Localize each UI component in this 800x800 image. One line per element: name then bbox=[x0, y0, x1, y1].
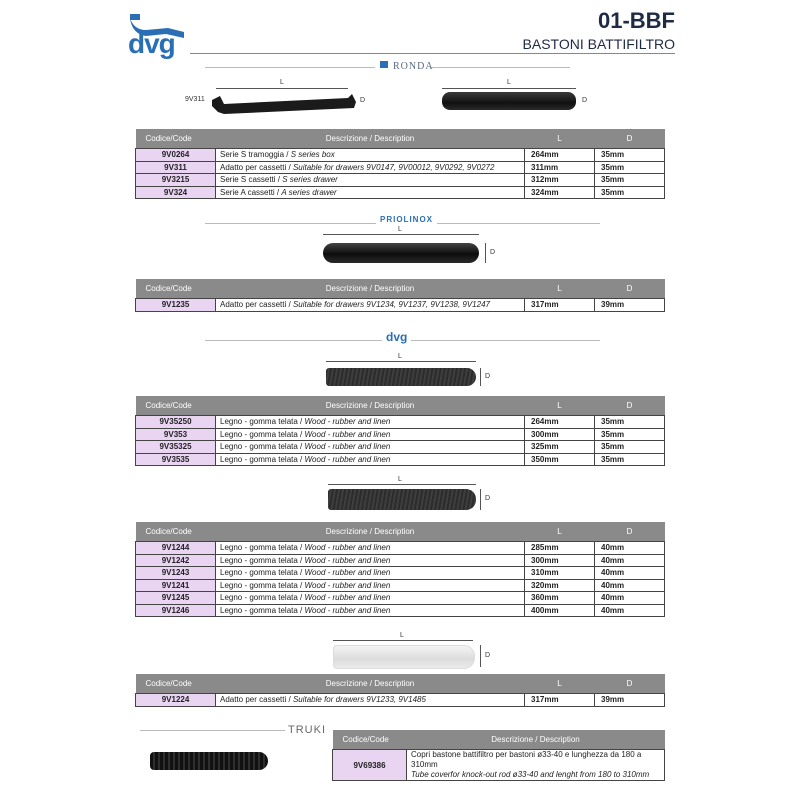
col-header-length: L bbox=[525, 129, 595, 149]
section-divider bbox=[430, 67, 570, 68]
product-length: 320mm bbox=[525, 579, 595, 592]
product-code: 9V1246 bbox=[136, 604, 216, 617]
col-header-length: L bbox=[525, 396, 595, 416]
table-row bbox=[136, 567, 665, 580]
dvg35-table bbox=[135, 396, 665, 466]
col-header-description: Descrizione / Description bbox=[407, 730, 665, 750]
product-length: 300mm bbox=[525, 428, 595, 441]
product-diameter: 40mm bbox=[595, 604, 665, 617]
product-description: Legno - gomma telata / Wood - rubber and linen bbox=[216, 441, 525, 454]
product-code: 9V324 bbox=[136, 186, 216, 199]
product-diameter: 40mm bbox=[595, 592, 665, 605]
product-description: Legno - gomma telata / Wood - rubber and linen bbox=[216, 428, 525, 441]
table-row bbox=[333, 750, 665, 781]
product-length: 325mm bbox=[525, 441, 595, 454]
product-description: Legno - gomma telata / Wood - rubber and linen bbox=[216, 579, 525, 592]
product-diameter: 39mm bbox=[595, 299, 665, 312]
product-description: Legno - gomma telata / Wood - rubber and linen bbox=[216, 416, 525, 429]
table-row bbox=[136, 592, 665, 605]
product-description: Serie A cassetti / A series drawer bbox=[216, 186, 525, 199]
product-description: Legno - gomma telata / Wood - rubber and linen bbox=[216, 592, 525, 605]
col-header-diameter: D bbox=[595, 674, 665, 694]
truki-rod-cover bbox=[150, 752, 268, 770]
ronda-rod-plain bbox=[442, 92, 576, 110]
product-diameter: 35mm bbox=[595, 174, 665, 187]
dvg-rubber-rod-40 bbox=[328, 489, 476, 510]
dimension-line-d bbox=[480, 489, 481, 510]
ronda-brand: RONDA bbox=[393, 61, 434, 72]
dimension-label-d: D bbox=[360, 97, 366, 104]
product-description: Serie S tramoggia / S series box bbox=[216, 149, 525, 162]
dimension-label-d: D bbox=[582, 97, 588, 104]
dimension-label-l: L bbox=[398, 476, 402, 483]
product-code: 9V353 bbox=[136, 428, 216, 441]
page-code: 01-BBF bbox=[597, 8, 675, 33]
product-description: Adatto per cassetti / Suitable for drawers 9V1234, 9V1237, 9V1238, 9V1247 bbox=[216, 299, 525, 312]
table-row bbox=[136, 416, 665, 429]
col-header-code: Codice/Code bbox=[333, 730, 407, 750]
product-length: 300mm bbox=[525, 554, 595, 567]
dimension-line-l bbox=[333, 640, 473, 641]
col-header-length: L bbox=[525, 522, 595, 542]
product-code: 9V1242 bbox=[136, 554, 216, 567]
col-header-code: Codice/Code bbox=[136, 522, 216, 542]
header-divider bbox=[190, 53, 675, 54]
product-diameter: 40mm bbox=[595, 567, 665, 580]
col-header-diameter: D bbox=[595, 522, 665, 542]
col-header-length: L bbox=[525, 279, 595, 299]
dvg-rubber-rod-35 bbox=[326, 368, 476, 386]
product-diameter: 40mm bbox=[595, 554, 665, 567]
product-diameter: 35mm bbox=[595, 453, 665, 466]
table-row bbox=[136, 453, 665, 466]
table-row bbox=[136, 428, 665, 441]
product-length: 285mm bbox=[525, 542, 595, 555]
product-description: Legno - gomma telata / Wood - rubber and linen bbox=[216, 542, 525, 555]
dimension-line-l bbox=[328, 484, 476, 485]
dimension-line-d bbox=[480, 645, 481, 667]
product-code: 9V311 bbox=[136, 161, 216, 174]
col-header-diameter: D bbox=[595, 129, 665, 149]
col-header-code: Codice/Code bbox=[136, 396, 216, 416]
table-row bbox=[136, 186, 665, 199]
dimension-label-d: D bbox=[490, 249, 496, 256]
priolinox-table bbox=[135, 279, 665, 312]
section-divider bbox=[140, 730, 285, 731]
dimension-line-l bbox=[442, 88, 576, 89]
product-code: 9V1235 bbox=[136, 299, 216, 312]
product-description: Legno - gomma telata / Wood - rubber and linen bbox=[216, 604, 525, 617]
product-length: 317mm bbox=[525, 299, 595, 312]
product-code: 9V3535 bbox=[136, 453, 216, 466]
product-length: 350mm bbox=[525, 453, 595, 466]
dimension-line-l bbox=[326, 361, 476, 362]
truki-brand: TRUKI bbox=[288, 724, 326, 736]
product-description: Legno - gomma telata / Wood - rubber and linen bbox=[216, 554, 525, 567]
priolinox-brand: PRIOLINOX bbox=[376, 215, 437, 224]
dimension-line-l bbox=[216, 88, 348, 89]
col-header-description: Descrizione / Description bbox=[216, 396, 525, 416]
ronda-table bbox=[135, 129, 665, 199]
product-code: 9V69386 bbox=[333, 750, 407, 781]
product-length: 264mm bbox=[525, 149, 595, 162]
ronda-logo-icon bbox=[380, 61, 388, 68]
dimension-line-l bbox=[323, 234, 479, 235]
table-row bbox=[136, 174, 665, 187]
priolinox-rod bbox=[323, 243, 479, 263]
col-header-code: Codice/Code bbox=[136, 279, 216, 299]
col-header-description: Descrizione / Description bbox=[216, 674, 525, 694]
white-rod bbox=[333, 645, 475, 669]
dimension-label-l: L bbox=[398, 353, 402, 360]
product-length: 312mm bbox=[525, 174, 595, 187]
dimension-label-l: L bbox=[507, 79, 511, 86]
table-row bbox=[136, 554, 665, 567]
page-subtitle: BASTONI BATTIFILTRO bbox=[522, 36, 675, 52]
product-diameter: 35mm bbox=[595, 149, 665, 162]
col-header-code: Codice/Code bbox=[136, 129, 216, 149]
part-label: 9V311 bbox=[185, 96, 205, 103]
col-header-description: Descrizione / Description bbox=[216, 129, 525, 149]
col-header-length: L bbox=[525, 674, 595, 694]
product-description: Legno - gomma telata / Wood - rubber and linen bbox=[216, 567, 525, 580]
product-diameter: 40mm bbox=[595, 579, 665, 592]
product-code: 9V1243 bbox=[136, 567, 216, 580]
product-length: 324mm bbox=[525, 186, 595, 199]
product-diameter: 35mm bbox=[595, 161, 665, 174]
white-rod-table bbox=[135, 674, 665, 707]
product-diameter: 40mm bbox=[595, 542, 665, 555]
truki-table bbox=[332, 730, 665, 781]
dimension-label-l: L bbox=[398, 226, 402, 233]
product-length: 360mm bbox=[525, 592, 595, 605]
product-code: 9V1245 bbox=[136, 592, 216, 605]
product-code: 9V1244 bbox=[136, 542, 216, 555]
product-diameter: 35mm bbox=[595, 441, 665, 454]
dvg-brand: dvg bbox=[382, 330, 411, 344]
table-row bbox=[136, 149, 665, 162]
product-code: 9V35250 bbox=[136, 416, 216, 429]
col-header-description: Descrizione / Description bbox=[216, 522, 525, 542]
product-description: Copri bastone battifiltro per bastoni ø33-40 e lunghezza da 180 a 310mm Tube coverfor knock-out rod ø33-40 and lenght from 180 to 310mm bbox=[407, 750, 665, 781]
product-length: 311mm bbox=[525, 161, 595, 174]
table-row bbox=[136, 694, 665, 707]
product-description: Serie S cassetti / S series drawer bbox=[216, 174, 525, 187]
table-row bbox=[136, 604, 665, 617]
table-row bbox=[136, 299, 665, 312]
dimension-label-l: L bbox=[280, 79, 284, 86]
product-diameter: 35mm bbox=[595, 428, 665, 441]
dimension-label-l: L bbox=[400, 632, 404, 639]
product-diameter: 39mm bbox=[595, 694, 665, 707]
product-diameter: 35mm bbox=[595, 416, 665, 429]
dimension-label-d: D bbox=[485, 373, 491, 380]
table-row bbox=[136, 161, 665, 174]
col-header-diameter: D bbox=[595, 396, 665, 416]
ronda-rod-hooked bbox=[208, 92, 358, 118]
product-description: Legno - gomma telata / Wood - rubber and linen bbox=[216, 453, 525, 466]
product-code: 9V1224 bbox=[136, 694, 216, 707]
col-header-diameter: D bbox=[595, 279, 665, 299]
logo-text: dvg bbox=[128, 28, 175, 59]
col-header-code: Codice/Code bbox=[136, 674, 216, 694]
product-description: Adatto per cassetti / Suitable for drawers 9V0147, 9V00012, 9V0292, 9V0272 bbox=[216, 161, 525, 174]
dimension-line-d bbox=[480, 368, 481, 386]
section-divider bbox=[205, 67, 375, 68]
dimension-line-d bbox=[485, 243, 486, 263]
product-length: 310mm bbox=[525, 567, 595, 580]
product-length: 264mm bbox=[525, 416, 595, 429]
product-length: 400mm bbox=[525, 604, 595, 617]
col-header-description: Descrizione / Description bbox=[216, 279, 525, 299]
table-row bbox=[136, 441, 665, 454]
dimension-label-d: D bbox=[485, 495, 491, 502]
dvg40-table bbox=[135, 522, 665, 617]
dimension-label-d: D bbox=[485, 652, 491, 659]
product-code: 9V0264 bbox=[136, 149, 216, 162]
product-length: 317mm bbox=[525, 694, 595, 707]
product-description: Adatto per cassetti / Suitable for drawers 9V1233, 9V1485 bbox=[216, 694, 525, 707]
product-code: 9V3215 bbox=[136, 174, 216, 187]
product-diameter: 35mm bbox=[595, 186, 665, 199]
product-code: 9V1241 bbox=[136, 579, 216, 592]
table-row bbox=[136, 542, 665, 555]
product-code: 9V35325 bbox=[136, 441, 216, 454]
table-row bbox=[136, 579, 665, 592]
